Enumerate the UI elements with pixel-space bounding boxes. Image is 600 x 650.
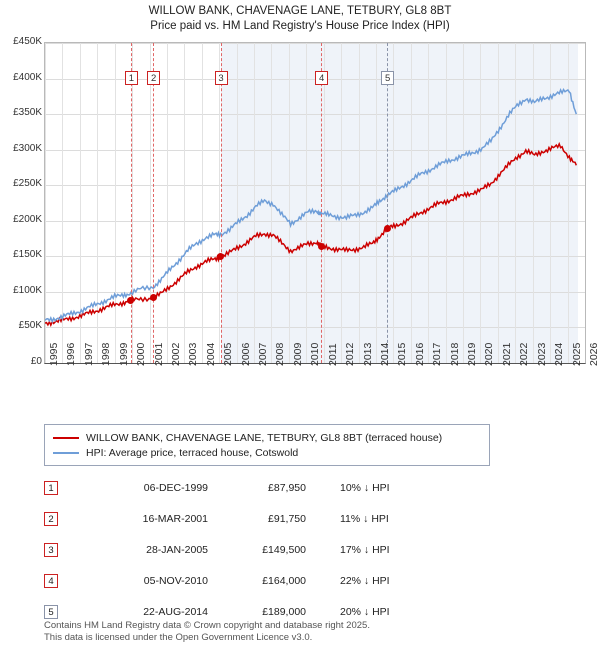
sale-row-date: 16-MAR-2001 bbox=[142, 512, 208, 525]
sale-row-date: 28-JAN-2005 bbox=[146, 543, 208, 556]
sale-row-price: £149,500 bbox=[262, 543, 306, 556]
legend-label-property: WILLOW BANK, CHAVENAGE LANE, TETBURY, GL8 8BT (terraced house) bbox=[86, 431, 443, 444]
sale-marker-badge[interactable]: 1 bbox=[125, 71, 138, 85]
sale-row-hpi-delta: 22% ↓ HPI bbox=[340, 574, 390, 587]
x-axis-tick-label: 1999 bbox=[117, 342, 130, 366]
series-line bbox=[45, 144, 576, 325]
x-axis-tick-label: 2025 bbox=[570, 342, 583, 366]
legend-item-property bbox=[53, 430, 481, 445]
sale-marker-badge[interactable]: 5 bbox=[381, 71, 394, 85]
x-axis-tick-label: 2005 bbox=[222, 342, 235, 366]
x-axis-tick-label: 2004 bbox=[204, 342, 217, 366]
series-line bbox=[45, 90, 576, 322]
x-axis-tick-label: 1995 bbox=[48, 342, 60, 366]
sale-marker-badge[interactable]: 3 bbox=[215, 71, 228, 85]
x-axis-tick-label: 2006 bbox=[239, 342, 252, 366]
chart-plot-area bbox=[44, 42, 586, 364]
sale-row-price: £91,750 bbox=[268, 512, 306, 525]
x-axis-tick-label: 2023 bbox=[535, 342, 548, 366]
sale-row-price: £164,000 bbox=[262, 574, 306, 587]
sale-row-number: 5 bbox=[44, 605, 58, 619]
x-axis-tick-label: 2011 bbox=[326, 343, 339, 366]
chart-series-canvas bbox=[45, 43, 585, 363]
sale-row-number: 3 bbox=[44, 543, 58, 557]
y-axis-tick-label: £450K bbox=[13, 36, 42, 47]
legend-item-hpi bbox=[53, 445, 481, 460]
x-axis-tick-label: 2026 bbox=[588, 342, 600, 366]
sales-table bbox=[44, 472, 490, 627]
y-axis-tick-label: £250K bbox=[13, 178, 42, 190]
y-axis-tick-label: £400K bbox=[13, 71, 42, 83]
x-axis-tick-label: 2022 bbox=[518, 342, 531, 366]
x-axis-tick-label: 2014 bbox=[378, 342, 391, 366]
sale-row-number: 1 bbox=[44, 481, 58, 495]
x-axis-tick-label: 2013 bbox=[361, 342, 374, 366]
sale-point bbox=[150, 294, 157, 301]
x-axis-tick-label: 2017 bbox=[431, 342, 444, 366]
sale-row-hpi-delta: 11% ↓ HPI bbox=[340, 512, 389, 525]
y-axis-tick-label: £300K bbox=[13, 142, 42, 154]
page-title bbox=[0, 4, 600, 34]
sale-row-price: £87,950 bbox=[268, 481, 306, 494]
footer-line-2: This data is licensed under the Open Government Licence v3.0. bbox=[44, 632, 313, 643]
legend-swatch-hpi bbox=[53, 452, 79, 454]
sale-row-hpi-delta: 20% ↓ HPI bbox=[340, 605, 390, 618]
sale-marker-line bbox=[131, 43, 133, 363]
x-axis-tick-label: 2015 bbox=[396, 342, 409, 366]
legend-swatch-property bbox=[53, 437, 79, 439]
sale-marker-line bbox=[221, 43, 223, 363]
x-axis-tick-label: 1996 bbox=[65, 342, 78, 366]
sale-point bbox=[318, 243, 325, 250]
sale-point bbox=[384, 225, 391, 232]
sale-row-hpi-delta: 10% ↓ HPI bbox=[340, 481, 390, 494]
x-axis-tick-label: 2012 bbox=[344, 342, 357, 366]
x-axis-tick-label: 2024 bbox=[553, 342, 566, 366]
sale-row-date: 22-AUG-2014 bbox=[143, 605, 208, 618]
title-line-2: Price paid vs. HM Land Registry's House Price Index (HPI) bbox=[150, 20, 450, 32]
sale-row-price: £189,000 bbox=[262, 605, 306, 618]
y-axis-tick-label: £0 bbox=[30, 356, 42, 367]
table-row bbox=[44, 565, 490, 596]
x-axis-tick-label: 2001 bbox=[152, 342, 165, 366]
x-axis-tick-label: 2016 bbox=[413, 342, 426, 366]
footer-line-1: Contains HM Land Registry data © Crown copyright and database right 2025. bbox=[44, 620, 370, 631]
sale-marker-line bbox=[153, 43, 155, 363]
sale-marker-line bbox=[321, 43, 323, 363]
sale-marker-badge[interactable]: 2 bbox=[147, 71, 160, 85]
y-axis-tick-label: £50K bbox=[18, 320, 42, 332]
x-axis-tick-label: 1997 bbox=[82, 342, 95, 366]
y-axis-tick-label: £350K bbox=[13, 107, 42, 119]
x-axis-tick-label: 2010 bbox=[309, 342, 322, 366]
x-axis-tick-label: 2009 bbox=[291, 342, 304, 366]
x-axis-tick-label: 2000 bbox=[135, 342, 148, 366]
sale-row-number: 4 bbox=[44, 574, 58, 588]
table-row bbox=[44, 503, 490, 534]
x-axis-tick-label: 2007 bbox=[257, 342, 270, 366]
legend-label-hpi: HPI: Average price, terraced house, Cotswold bbox=[86, 446, 299, 459]
y-axis-tick-label: £100K bbox=[13, 284, 42, 296]
x-axis-tick-label: 2018 bbox=[448, 342, 461, 366]
x-axis-tick-label: 2021 bbox=[500, 342, 513, 366]
y-axis-tick-label: £150K bbox=[13, 249, 42, 261]
title-line-1: WILLOW BANK, CHAVENAGE LANE, TETBURY, GL8 8BT bbox=[148, 5, 452, 17]
chart-legend bbox=[44, 424, 490, 466]
x-axis-tick-label: 2003 bbox=[187, 342, 200, 366]
sale-row-date: 06-DEC-1999 bbox=[143, 481, 208, 494]
x-axis-tick-label: 1998 bbox=[100, 342, 113, 366]
footer-note bbox=[44, 620, 584, 644]
gridline-vertical bbox=[585, 43, 586, 363]
x-axis-tick-label: 2008 bbox=[274, 342, 287, 366]
x-axis-tick-label: 2019 bbox=[466, 342, 479, 366]
x-axis-tick-label: 2020 bbox=[483, 342, 496, 366]
sale-marker-line bbox=[387, 43, 389, 363]
table-row bbox=[44, 472, 490, 503]
sale-row-number: 2 bbox=[44, 512, 58, 526]
sale-row-hpi-delta: 17% ↓ HPI bbox=[340, 543, 390, 556]
sale-marker-badge[interactable]: 4 bbox=[315, 71, 328, 85]
y-axis-tick-label: £200K bbox=[13, 213, 42, 225]
sale-row-date: 05-NOV-2010 bbox=[143, 574, 208, 587]
x-axis-tick-label: 2002 bbox=[169, 342, 182, 366]
table-row bbox=[44, 534, 490, 565]
